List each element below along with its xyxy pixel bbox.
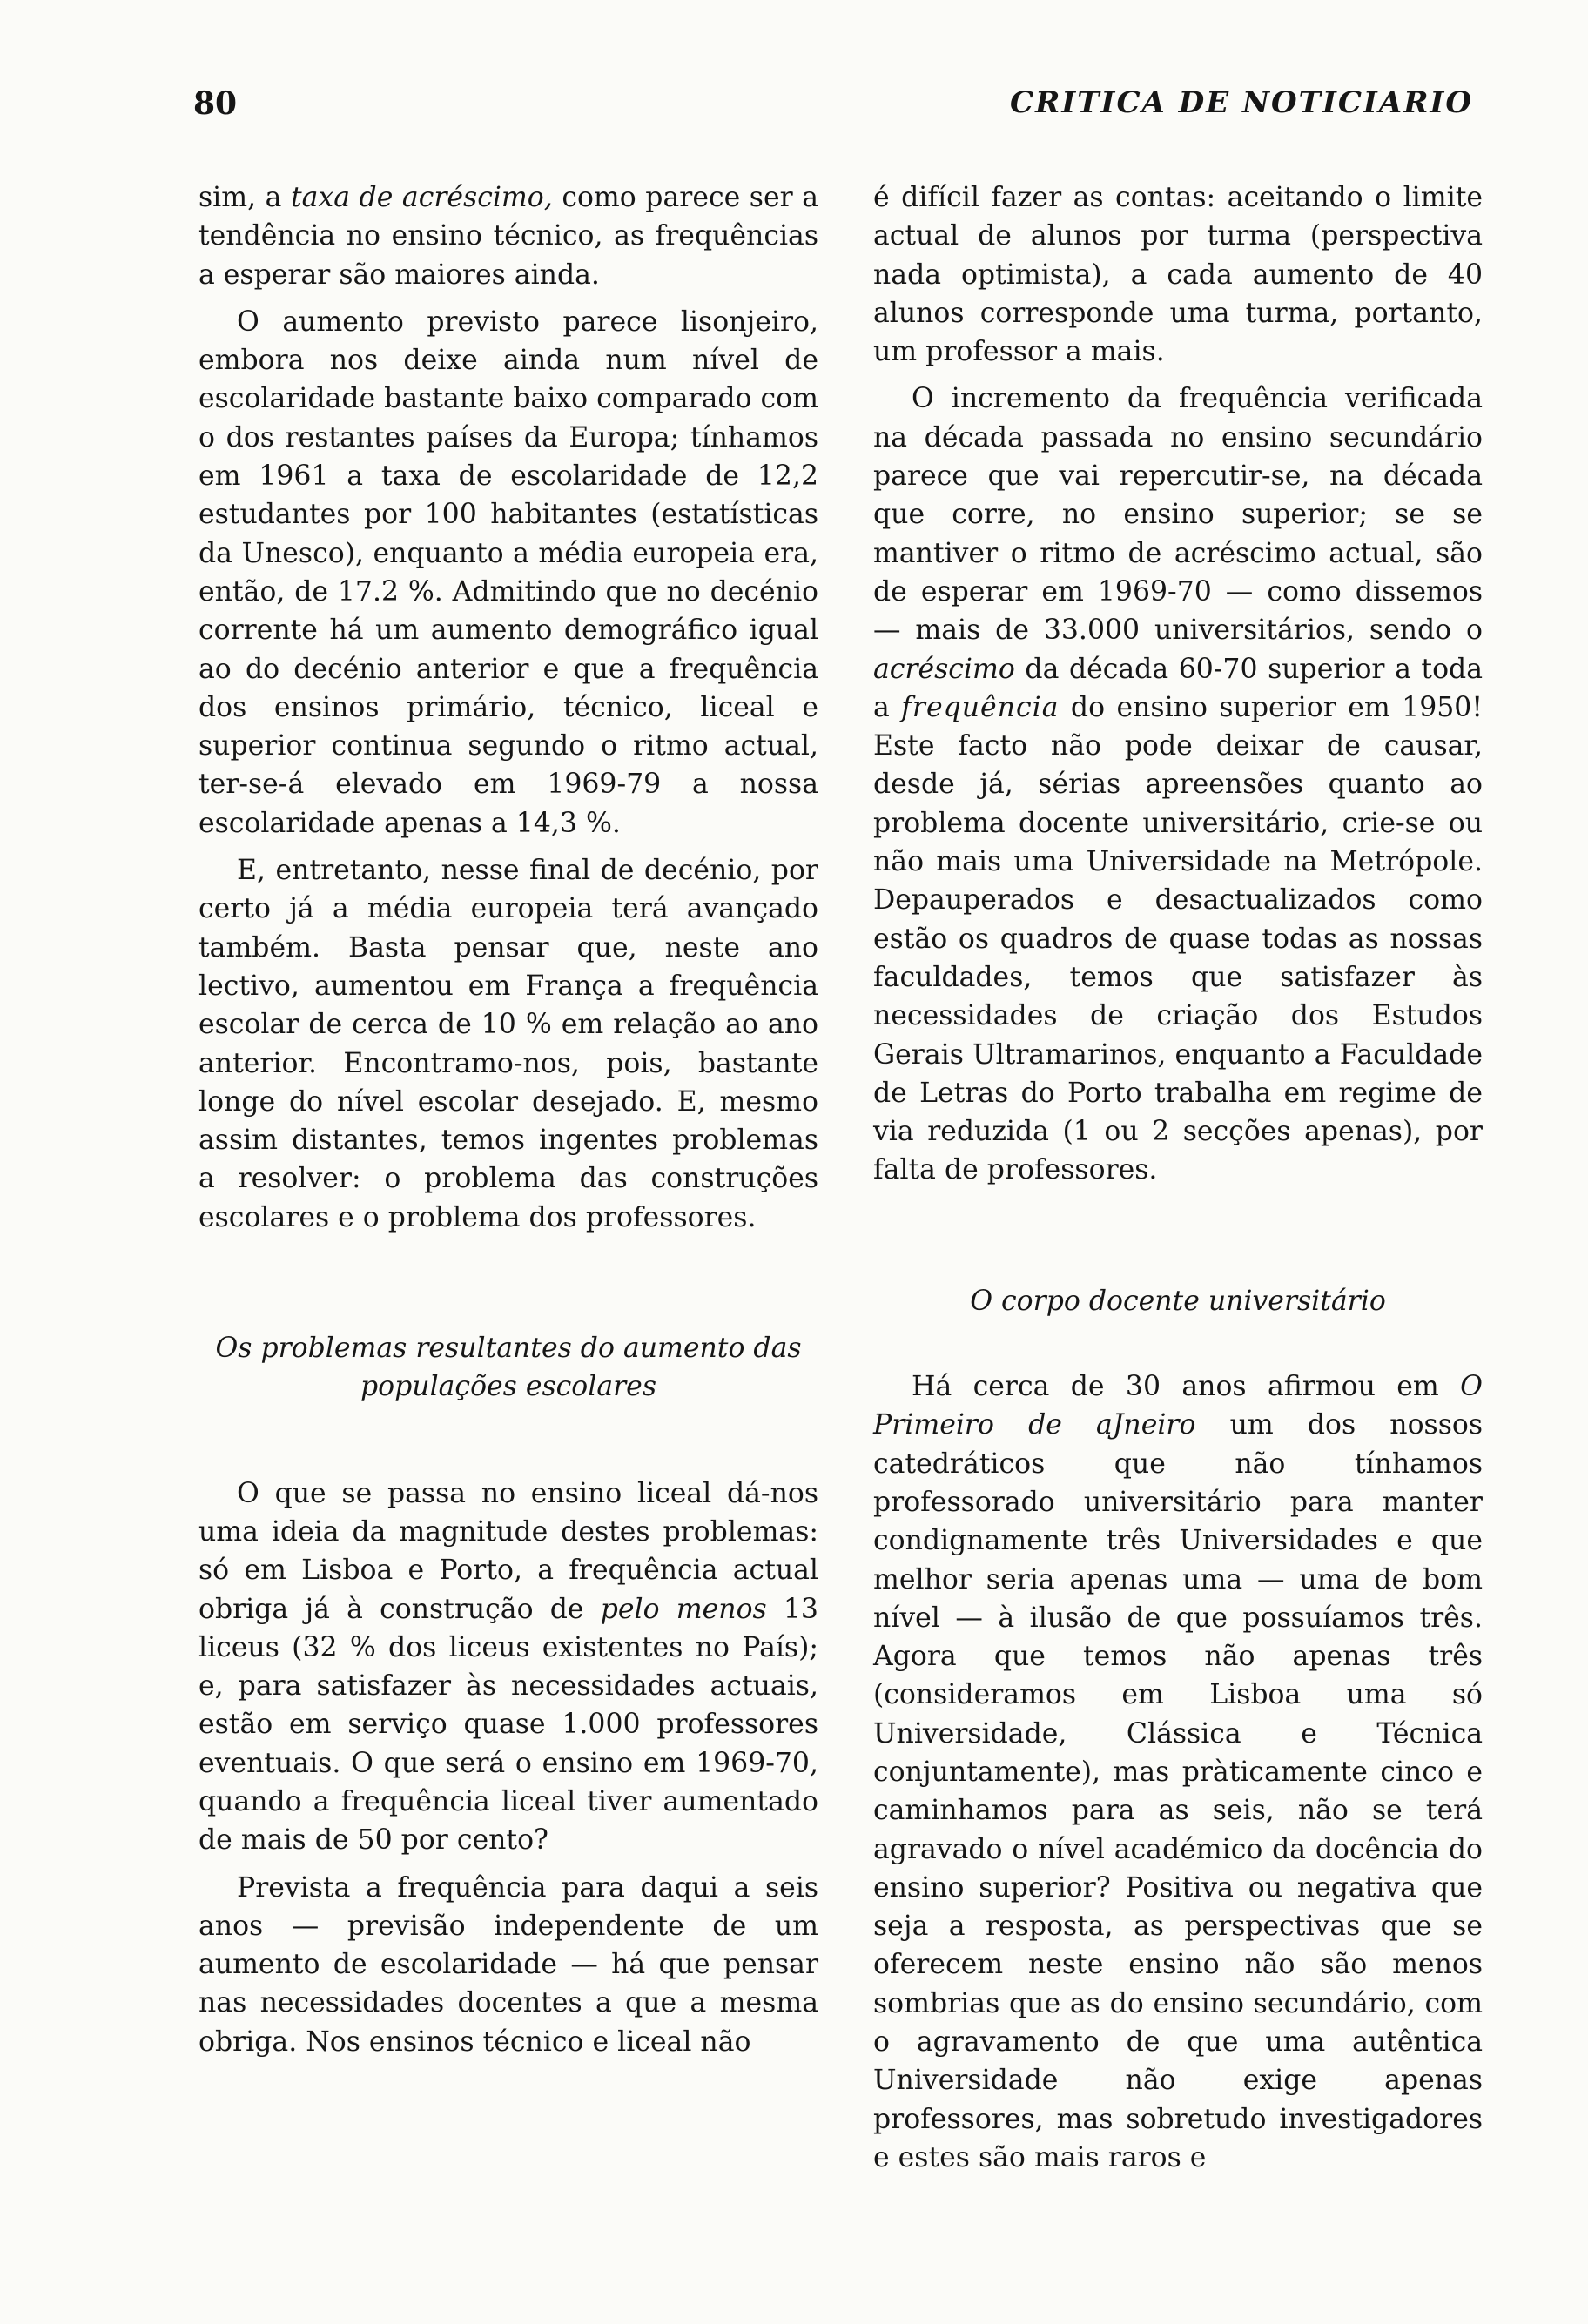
text-run: como parece ser a tendência no ensino técnico, as frequências a esperar são maiores ainda. <box>198 182 818 291</box>
italic-phrase: acréscimo <box>873 653 1015 685</box>
text-run: um dos nossos catedráticos que não tínhamos professorado universitário para manter condignamente três Universidades e que melhor seria apenas uma — uma de bom nível — à ilusão de que possuíamos três. Agora que temos não apenas três (consideramos em Lisboa uma só Universidade, Clássica e Técnica conjuntamente), mas pràticamente cinco e caminhamos para as seis, não se terá agravado o nível académico da docência do ensino superior? Positiva ou negativa que seja a resposta, as perspectivas que se oferecem neste ensino não são menos sombrias que as do ensino secundário, com o agravamento de que uma autêntica Universidade não exige apenas professores, mas sobretudo investigadores e estes são mais raros e <box>873 1409 1484 2173</box>
italic-newspaper-title: O Primeiro de aJneiro <box>873 1371 1483 1441</box>
left-paragraph-3: E, entretanto, nesse final de decénio, por certo já a média europeia terá avançado também. Basta pensar que, neste ano lectivo, aumentou em França a frequência escolar de cerca de 10 % em relação ao ano anterior. Encontramo-nos, pois, bastante longe do nível escolar desejado. E, mesmo assim distantes, temos ingentes problemas a resolver: o problema das construções escolares e o problema dos professores. <box>198 855 818 1233</box>
right-paragraph-3 <box>873 1367 1483 2177</box>
text-run: do ensino superior em 1950! Este facto não pode deixar de causar, desde já, sérias apreensões quanto ao problema docente universitário, crie-se ou não mais uma Universidade na Metrópole. Depauperados e desactualizados como estão os quadros de quase todas as nossas faculdades, temos que satisfazer às necessidades de criação dos Estudos Gerais Ultramarinos, enquanto a Faculdade de Letras do Porto trabalha em regime de via reduzida (1 ou 2 secções apenas), por falta de professores. <box>873 691 1483 1186</box>
text-run: Há cerca de 30 anos afirmou em <box>912 1371 1461 1403</box>
left-column <box>198 178 818 2061</box>
left-paragraph-2: O aumento previsto parece lisonjeiro, embora nos deixe ainda num nível de escolaridade bastante baixo comparado com o dos restantes países da Europa; tínhamos em 1961 a taxa de escolaridade de 12,2 estudantes por 100 habitantes (estatísticas da Unesco), enquanto a média europeia era, então, de 17.2 %. Admitindo que no decénio corrente há um aumento demográfico igual ao do decénio anterior e que a frequência dos ensinos primário, técnico, liceal e superior continua segundo o ritmo actual, ter-se-á elevado em 1969-79 a nossa escolaridade apenas a 14,3 %. <box>198 306 818 839</box>
text-run: O incremento da frequência verificada na década passada no ensino secundário parece que vai repercutir-se, na década que corre, no ensino superior; se se mantiver o ritmo de acréscimo actual, são de esperar em 1969-70 — como dissemos — mais de 33.000 universitários, sendo o <box>873 383 1483 647</box>
text-run: sim, a <box>198 182 292 213</box>
right-paragraph-1: é difícil fazer as contas: aceitando o limite actual de alunos por turma (perspectiva nada optimista), a cada aumento de 40 alunos corresponde uma turma, portanto, um professor a mais. <box>873 182 1483 368</box>
section-heading-faculty: O corpo docente universitário <box>970 1285 1386 1317</box>
italic-phrase: pelo menos <box>600 1593 767 1625</box>
left-paragraph-1 <box>198 178 818 294</box>
italic-phrase: taxa de acréscimo, <box>291 182 553 213</box>
italic-phrase: frequência <box>901 691 1060 723</box>
section-heading-problems: Os problemas resultantes do aumento das populações escolares <box>215 1333 802 1403</box>
running-title: CRITICA DE NOTICIARIO <box>1010 85 1473 120</box>
page-number: 80 <box>193 85 238 122</box>
text-run: 13 liceus (32 % dos liceus existentes no País); e, para satisfazer às necessidades actuais, estão em serviço quase 1.000 professores eventuais. O que será o ensino em 1969-70, quando a frequência liceal tiver aumentado de mais de 50 por cento? <box>198 1593 818 1857</box>
right-column <box>873 178 1483 2177</box>
right-paragraph-2 <box>873 379 1483 1189</box>
left-paragraph-5: Prevista a frequência para daqui a seis anos — previsão independente de um aumento de escolaridade — há que pensar nas necessidades docentes a que a mesma obriga. Nos ensinos técnico e liceal não <box>198 1871 818 2058</box>
text-run: da década 60-70 superior a toda a <box>873 653 1483 723</box>
left-paragraph-4 <box>198 1474 818 1860</box>
text-run: O que se passa no ensino liceal dá-nos uma ideia da magnitude destes problemas: só em Lisboa e Porto, a frequência actual obriga já à construção de <box>198 1477 818 1625</box>
